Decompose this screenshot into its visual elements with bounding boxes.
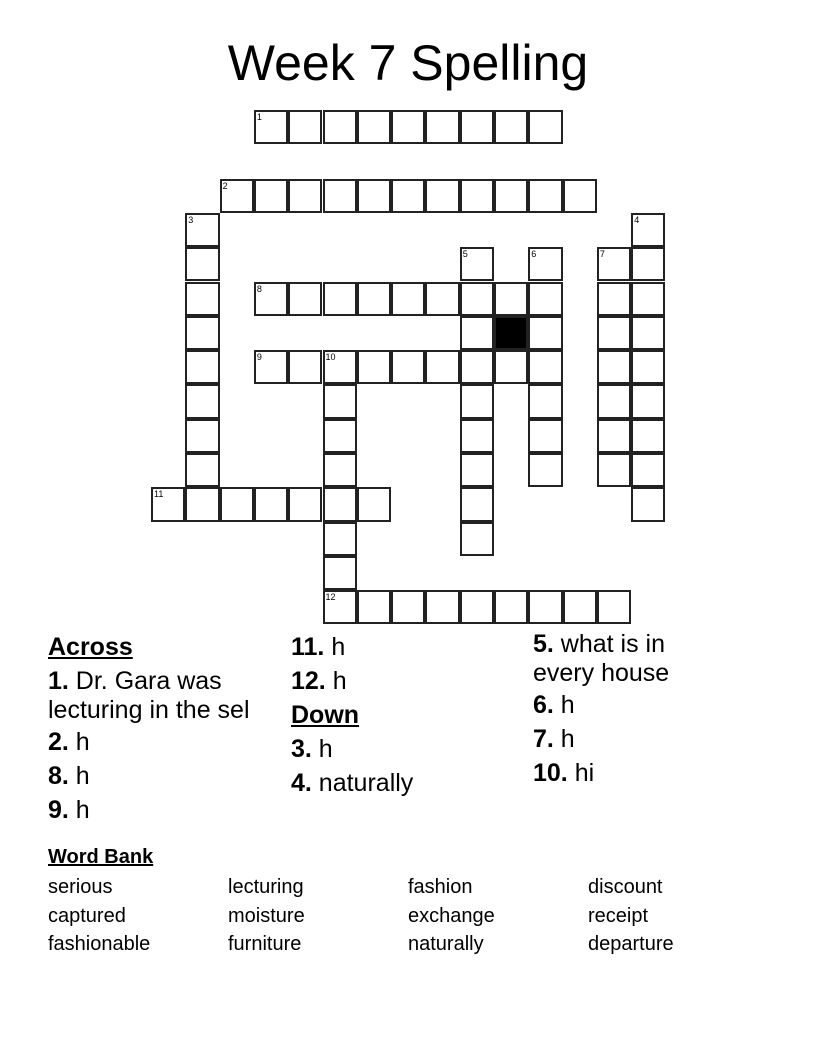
word-bank-item: departure <box>588 933 674 955</box>
clue-number: 9 <box>256 352 262 363</box>
grid-cell[interactable] <box>254 487 288 521</box>
grid-cell[interactable] <box>494 282 528 316</box>
grid-cell[interactable] <box>631 453 665 487</box>
grid-cell[interactable] <box>460 419 494 453</box>
grid-cell[interactable] <box>288 110 322 144</box>
grid-cell[interactable] <box>357 110 391 144</box>
clue-down-4: 4. naturally <box>291 769 414 797</box>
grid-cell[interactable] <box>425 282 459 316</box>
grid-cell[interactable] <box>528 350 562 384</box>
clues-column-1 <box>48 630 288 827</box>
grid-cell[interactable] <box>528 282 562 316</box>
grid-cell[interactable] <box>185 247 219 281</box>
clue-number: 7 <box>599 249 605 260</box>
grid-cell[interactable] <box>357 487 391 521</box>
grid-cell[interactable] <box>460 590 494 624</box>
grid-cell[interactable] <box>220 487 254 521</box>
grid-cell[interactable] <box>597 384 631 418</box>
grid-cell[interactable] <box>357 350 391 384</box>
grid-cell[interactable] <box>425 110 459 144</box>
grid-cell[interactable] <box>631 419 665 453</box>
grid-cell[interactable] <box>597 282 631 316</box>
grid-cell[interactable] <box>597 590 631 624</box>
grid-cell[interactable] <box>323 350 357 384</box>
grid-cell[interactable] <box>185 453 219 487</box>
grid-cell[interactable] <box>425 179 459 213</box>
clue-across-9: 9. h <box>48 796 90 824</box>
grid-cell[interactable] <box>425 350 459 384</box>
word-bank-heading: Word Bank <box>48 846 154 868</box>
grid-cell[interactable] <box>460 316 494 350</box>
word-bank-item: receipt <box>588 904 649 927</box>
clue-number: 12 <box>325 592 336 603</box>
grid-cell[interactable] <box>494 590 528 624</box>
grid-cell[interactable] <box>185 487 219 521</box>
grid-cell[interactable] <box>528 453 562 487</box>
grid-cell[interactable] <box>323 522 357 556</box>
word-bank-item: furniture <box>228 933 302 955</box>
clue-number: 4 <box>634 214 640 225</box>
grid-cell[interactable] <box>323 487 357 521</box>
clue-across-2: 2. h <box>48 728 90 756</box>
grid-cell[interactable] <box>185 282 219 316</box>
grid-cell[interactable] <box>185 419 219 453</box>
word-bank-item: naturally <box>408 933 484 955</box>
clue-across-8: 8. h <box>48 762 90 790</box>
grid-cell[interactable] <box>460 350 494 384</box>
clue-number: 5 <box>462 249 468 260</box>
grid-cell[interactable] <box>391 350 425 384</box>
grid-cell[interactable] <box>391 590 425 624</box>
grid-cell[interactable] <box>528 179 562 213</box>
word-bank <box>48 873 768 959</box>
grid-cell[interactable] <box>460 487 494 521</box>
grid-cell[interactable] <box>494 110 528 144</box>
word-bank-item: exchange <box>408 904 495 927</box>
word-bank-item: captured <box>48 904 126 927</box>
clue-number: 6 <box>531 249 537 260</box>
grid-cell[interactable] <box>631 282 665 316</box>
grid-cell[interactable] <box>357 179 391 213</box>
grid-cell[interactable] <box>151 487 185 521</box>
grid-cell[interactable] <box>460 247 494 281</box>
grid-cell[interactable] <box>323 282 357 316</box>
grid-cell[interactable] <box>323 590 357 624</box>
page-title: Week 7 Spelling <box>227 35 589 91</box>
grid-cell[interactable] <box>494 350 528 384</box>
grid-cell[interactable] <box>254 110 288 144</box>
clue-down-5: 5. what is in every house <box>533 630 670 687</box>
grid-cell[interactable] <box>460 110 494 144</box>
clues-column-2 <box>291 630 531 800</box>
grid-cell[interactable] <box>357 282 391 316</box>
grid-cell[interactable] <box>254 350 288 384</box>
grid-cell[interactable] <box>597 316 631 350</box>
grid-cell[interactable] <box>597 419 631 453</box>
grid-cell[interactable] <box>323 419 357 453</box>
grid-cell[interactable] <box>597 350 631 384</box>
grid-cell[interactable] <box>631 350 665 384</box>
grid-cell[interactable] <box>494 179 528 213</box>
grid-cell[interactable] <box>528 316 562 350</box>
grid-cell[interactable] <box>323 556 357 590</box>
clue-down-6: 6. h <box>533 691 575 719</box>
grid-cell[interactable] <box>288 487 322 521</box>
grid-cell[interactable] <box>631 213 665 247</box>
clue-number: 10 <box>325 352 336 363</box>
clue-number: 3 <box>188 214 194 225</box>
word-bank-item: serious <box>48 876 113 898</box>
black-cell <box>494 316 528 350</box>
grid-cell[interactable] <box>460 453 494 487</box>
grid-cell[interactable] <box>185 384 219 418</box>
grid-cell[interactable] <box>528 419 562 453</box>
grid-cell[interactable] <box>391 282 425 316</box>
grid-cell[interactable] <box>460 179 494 213</box>
across-heading: Across <box>48 633 133 661</box>
grid-cell[interactable] <box>460 522 494 556</box>
grid-cell[interactable] <box>185 350 219 384</box>
grid-cell[interactable] <box>528 384 562 418</box>
grid-cell[interactable] <box>288 350 322 384</box>
grid-cell[interactable] <box>563 590 597 624</box>
grid-cell[interactable] <box>528 590 562 624</box>
grid-cell[interactable] <box>631 316 665 350</box>
grid-cell[interactable] <box>631 384 665 418</box>
grid-cell[interactable] <box>288 282 322 316</box>
grid-cell[interactable] <box>185 316 219 350</box>
clue-across-11: 11. h <box>291 633 346 661</box>
grid-cell[interactable] <box>425 590 459 624</box>
grid-cell[interactable] <box>323 384 357 418</box>
clue-number: 11 <box>154 489 164 500</box>
word-bank-item: moisture <box>228 904 305 927</box>
grid-cell[interactable] <box>220 179 254 213</box>
grid-cell[interactable] <box>323 179 357 213</box>
clues-column-3 <box>533 630 733 790</box>
clue-down-10: 10. hi <box>533 759 595 787</box>
word-bank-item: fashionable <box>48 933 151 955</box>
grid-cell[interactable] <box>460 282 494 316</box>
grid-cell[interactable] <box>288 179 322 213</box>
grid-cell[interactable] <box>631 487 665 521</box>
grid-cell[interactable] <box>528 110 562 144</box>
grid-cell[interactable] <box>391 110 425 144</box>
grid-cell[interactable] <box>357 590 391 624</box>
clue-across-12: 12. h <box>291 667 347 695</box>
clue-number: 1 <box>256 112 262 122</box>
grid-cell[interactable] <box>254 179 288 213</box>
clue-down-3: 3. h <box>291 735 333 763</box>
clue-number: 2 <box>222 180 228 191</box>
clue-across-1: 1. Dr. Gara was lecturing in the sel <box>48 667 250 724</box>
grid-cell[interactable] <box>323 453 357 487</box>
grid-cell[interactable] <box>597 247 631 281</box>
grid-cell[interactable] <box>563 179 597 213</box>
word-bank-item: lecturing <box>228 876 304 898</box>
grid-cell[interactable] <box>391 179 425 213</box>
clue-number: 8 <box>256 283 262 294</box>
down-heading: Down <box>291 701 360 729</box>
grid-cell[interactable] <box>631 247 665 281</box>
grid-cell[interactable] <box>254 282 288 316</box>
grid-cell[interactable] <box>323 110 357 144</box>
grid-cell[interactable] <box>597 453 631 487</box>
grid-cell[interactable] <box>460 384 494 418</box>
grid-cell[interactable] <box>528 247 562 281</box>
word-bank-item: fashion <box>408 876 473 898</box>
grid-cell[interactable] <box>185 213 219 247</box>
clue-down-7: 7. h <box>533 725 575 753</box>
word-bank-item: discount <box>588 876 663 898</box>
